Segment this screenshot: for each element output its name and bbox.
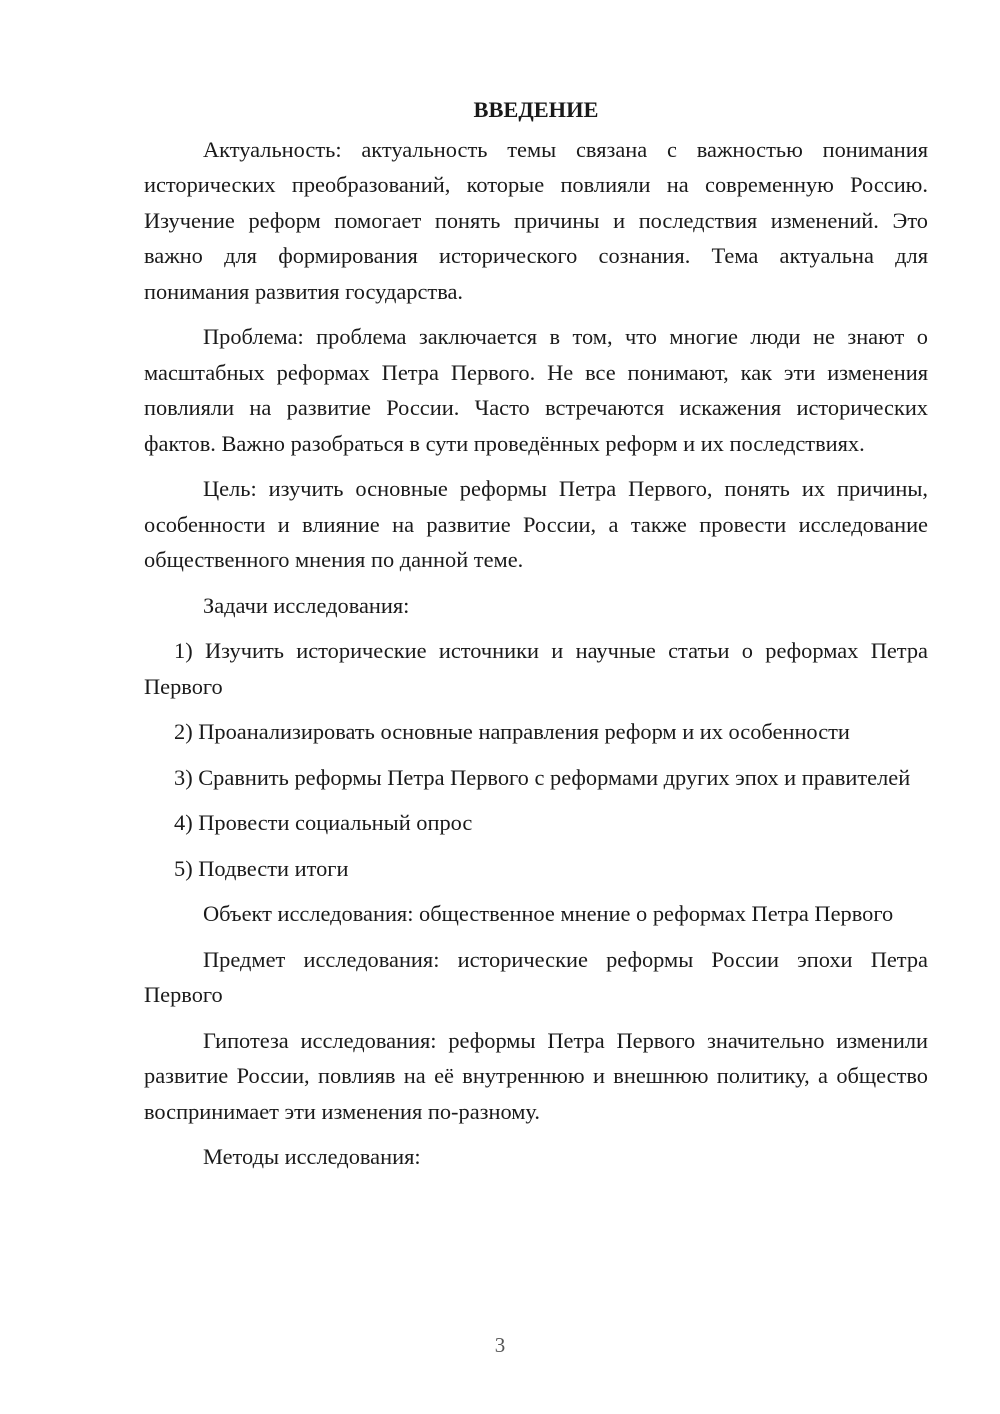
- task-item-2: 2) Проанализировать основные направления реформ и их особенности: [174, 719, 850, 744]
- section-title: ВВЕДЕНИЕ: [473, 97, 599, 122]
- relevance-paragraph: Актуальность: актуальность темы связана с важностью понимания исторических преобразований, которые повлияли на современную Россию. Изучение реформ помогает понять причины и последствия изменений. Это важно для формирования исторического сознания. Тема актуальна для понимания развития государства.: [144, 136, 928, 304]
- page-number: 3: [494, 1333, 506, 1357]
- task-item-3: 3) Сравнить реформы Петра Первого с реформами других эпох и правителей: [174, 764, 911, 790]
- problem-paragraph: Проблема: проблема заключается в том, что многие люди не знают о масштабных реформах Петра Первого. Не все понимают, как эти изменения повлияли на развитие России. Часто встречаются искажения исторических фактов. Важно разобраться в сути проведённых реформ и их последствиях.: [144, 324, 928, 456]
- task-item-1: 1) Изучить исторические источники и научные статьи о реформах Петра Первого: [144, 638, 928, 699]
- subject-paragraph: Предмет исследования: исторические реформы России эпохи Петра Первого: [144, 946, 928, 1007]
- methods-heading: Методы исследования:: [203, 1144, 421, 1169]
- task-item-5: 5) Подвести итоги: [174, 855, 349, 881]
- document-page: [144, 92, 928, 1185]
- tasks-heading: Задачи исследования:: [203, 592, 410, 618]
- object-paragraph: Объект исследования: общественное мнение о реформах Петра Первого: [203, 901, 894, 926]
- goal-paragraph: Цель: изучить основные реформы Петра Первого, понять их причины, особенности и влияние на развитие России, а также провести исследование общественного мнения по данной теме.: [144, 476, 928, 572]
- hypothesis-paragraph: Гипотеза исследования: реформы Петра Первого значительно изменили развитие России, повлияв на её внутреннюю и внешнюю политику, а общество воспринимает эти изменения по-разному.: [144, 1027, 928, 1124]
- task-item-4: 4) Провести социальный опрос: [174, 810, 473, 835]
